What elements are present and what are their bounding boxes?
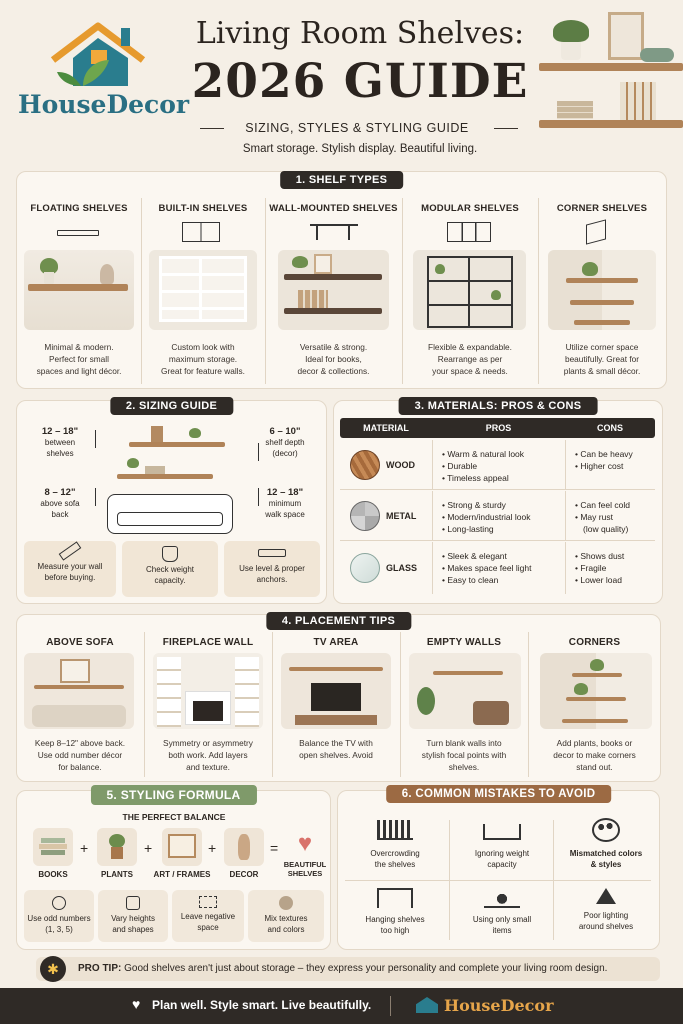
footer-divider: [390, 996, 391, 1016]
footer-brand: HouseDecor: [444, 996, 554, 1015]
corners-image: [540, 653, 652, 729]
wall-frame: [608, 12, 644, 60]
pro-tip-label: PRO TIP:: [78, 963, 122, 974]
subtitle-rule-right: [494, 128, 518, 129]
formula-plus: +: [208, 840, 217, 856]
shelf-type-title: WALL-MOUNTED SHELVES: [269, 203, 398, 214]
ruler-icon: [59, 541, 82, 560]
formula-decor: DECOR: [221, 828, 267, 879]
measure-between-shelves: 12 – 18" between shelves: [41, 426, 79, 458]
weight-icon: [162, 546, 178, 562]
mistakes-heading: 6. COMMON MISTAKES TO AVOID: [386, 785, 612, 803]
page-subtitle: SIZING, STYLES & STYLING GUIDE: [245, 121, 469, 135]
frame-icon: [162, 828, 202, 866]
compass-icon: [52, 896, 66, 910]
styling-subheading: THE PERFECT BALANCE: [122, 812, 226, 822]
shelf-type-desc: Flexible & expandable. Rearrange as per your space & needs.: [428, 342, 512, 376]
divider: [272, 632, 273, 777]
measure-walk-space: 12 – 18" minimum walk space: [265, 487, 305, 519]
wall-mounted-shelf-image: [278, 250, 389, 330]
sizing-tip-level: Use level & proper anchors.: [224, 541, 320, 597]
texture-icon: [279, 896, 293, 910]
styling-tip: Mix textures and colors: [248, 890, 324, 942]
lamp-icon: [596, 888, 616, 904]
mistakes-row-divider: [345, 880, 651, 881]
formula-books: BOOKS: [30, 828, 76, 879]
sizing-illustration: [105, 420, 245, 535]
measure-above-sofa: 8 – 12" above sofa back: [40, 487, 80, 519]
high-shelf-icon: [377, 888, 413, 908]
material-row-wood: WOOD • Warm & natural look • Durable • Timeless appeal • Can be heavy • Higher cost: [340, 440, 655, 490]
measure-arrow: [258, 488, 259, 506]
material-row-metal: METAL • Strong & sturdy • Modern/industrial look • Long-lasting • Can feel cold • May rust (low quality): [340, 491, 655, 541]
metal-swatch-icon: [350, 501, 380, 531]
pot-decor: [561, 42, 581, 60]
formula-art: ART / FRAMES: [152, 828, 212, 879]
placement-desc: Turn blank walls into stylish focal points with shelves.: [421, 738, 507, 772]
shelf-type-title: BUILT-IN SHELVES: [158, 203, 248, 214]
brand-logo: [18, 20, 190, 120]
above-sofa-image: [24, 653, 134, 729]
measure-arrow: [95, 430, 96, 448]
measure-arrow: [95, 488, 96, 506]
books-upright: [620, 82, 656, 120]
shelf-type-desc: Utilize corner space beautifully. Great for plants & small décor.: [563, 342, 641, 376]
divider: [538, 198, 539, 384]
wall-mounted-shelf-icon: [310, 224, 358, 238]
measure-arrow: [258, 443, 259, 461]
mistake-too-high: Hanging shelves too high: [345, 886, 445, 936]
footer-logo-icon: [416, 997, 438, 1013]
house-logo-icon: [43, 20, 153, 90]
sizing-tip-weight: Check weight capacity.: [122, 541, 218, 597]
formula-equals: =: [270, 840, 279, 856]
built-in-shelf-image: [149, 250, 257, 330]
mistake-small-items: Using only small items: [452, 886, 552, 936]
vases-icon: [126, 896, 140, 910]
heart-icon: ♥: [132, 996, 141, 1012]
footer-text: Plan well. Style smart. Live beautifully.: [152, 998, 372, 1012]
placement-title: CORNERS: [568, 637, 621, 648]
lightbulb-icon: ✱: [40, 956, 66, 982]
mistake-weight: Ignoring weight capacity: [452, 818, 552, 870]
divider: [400, 632, 401, 777]
tv-area-image: [281, 653, 391, 729]
formula-plus: +: [80, 840, 89, 856]
mistake-overcrowding: Overcrowding the shelves: [345, 818, 445, 870]
modular-shelf-image: [413, 250, 526, 330]
header-shelf-bottom: [539, 120, 683, 128]
bowl-decor: [640, 48, 674, 62]
heavy-shelf-icon: [483, 824, 521, 840]
formula-plus: +: [144, 840, 153, 856]
pro-tip-text: Good shelves aren't just about storage – they express your personality and complete your living room design.: [124, 963, 608, 974]
crowded-shelf-icon: [377, 820, 413, 840]
measure-shelf-depth: 6 – 10" shelf depth (decor): [265, 426, 305, 458]
placement-title: EMPTY WALLS: [426, 637, 502, 648]
placement-title: ABOVE SOFA: [46, 637, 114, 648]
modular-shelf-icon: [447, 222, 491, 242]
divider: [265, 198, 266, 384]
placement-desc: Add plants, books or decor to make corners stand out.: [553, 738, 636, 772]
divider: [528, 632, 529, 777]
books-icon: [33, 828, 73, 866]
mistake-colors: Mismatched colors & styles: [556, 818, 656, 870]
mistake-lighting: Poor lighting around shelves: [556, 886, 656, 932]
small-items-icon: [484, 888, 520, 908]
header-decor: [535, 0, 683, 160]
sizing-tip-measure: Measure your wall before buying.: [24, 541, 116, 597]
placement-title: FIREPLACE WALL: [162, 637, 254, 648]
glass-swatch-icon: [350, 553, 380, 583]
material-row-glass: GLASS • Sleek & elegant • Makes space feel light • Easy to clean • Shows dust • Fragile • Lower load: [340, 542, 655, 594]
page-tagline: Smart storage. Stylish display. Beautiful living.: [242, 143, 478, 155]
page-title-line2: 2026 GUIDE: [191, 54, 529, 109]
pro-tip-bar: [36, 957, 660, 981]
placement-title: TV AREA: [313, 637, 359, 648]
styling-tip: Vary heights and shapes: [98, 890, 168, 942]
shelf-type-title: FLOATING SHELVES: [30, 203, 128, 214]
styling-heading: 5. STYLING FORMULA: [90, 785, 256, 805]
formula-result: ♥ BEAUTIFUL SHELVES: [283, 830, 327, 878]
vase-icon: [224, 828, 264, 866]
plant-decor: [553, 20, 589, 42]
shelf-types-heading: 1. SHELF TYPES: [280, 171, 404, 189]
materials-table-header: MATERIAL PROS CONS: [340, 418, 655, 438]
placement-heading: 4. PLACEMENT TIPS: [266, 612, 411, 630]
shelf-type-title: MODULAR SHELVES: [421, 203, 519, 214]
shelf-type-desc: Minimal & modern. Perfect for small spaces and light décor.: [36, 342, 122, 376]
brand-name: HouseDecor: [18, 90, 190, 119]
fireplace-image: [153, 653, 263, 729]
wood-swatch-icon: [350, 450, 380, 480]
shelf-type-title: CORNER SHELVES: [556, 203, 648, 214]
placement-desc: Balance the TV with open shelves. Avoid: [299, 738, 373, 760]
heart-icon: ♥: [297, 830, 313, 857]
header-shelf-top: [539, 63, 683, 71]
corner-shelf-image: [548, 250, 656, 330]
placement-desc: Keep 8–12" above back. Use odd number décor for balance.: [34, 738, 126, 772]
footer: [0, 988, 683, 1024]
built-in-shelf-icon: [182, 222, 220, 242]
placement-desc: Symmetry or asymmetry both work. Add layers and texture.: [163, 738, 253, 772]
divider: [141, 198, 142, 384]
styling-tip: Use odd numbers (1, 3, 5): [24, 890, 94, 942]
plant-icon: [97, 828, 137, 866]
subtitle-rule-left: [200, 128, 224, 129]
book-stack: [557, 101, 593, 119]
palette-icon: [592, 818, 620, 842]
divider: [402, 198, 403, 384]
space-icon: [199, 896, 217, 908]
floating-shelf-image: [24, 250, 134, 330]
shelf-type-desc: Custom look with maximum storage. Great for feature walls.: [161, 342, 245, 376]
page-title-line1: Living Room Shelves:: [195, 16, 525, 51]
styling-tip: Leave negative space: [172, 890, 244, 942]
shelf-type-desc: Versatile & strong. Ideal for books, decor & collections.: [297, 342, 370, 376]
materials-heading: 3. MATERIALS: PROS & CONS: [399, 397, 598, 415]
formula-plants: PLANTS: [94, 828, 140, 879]
sizing-heading: 2. SIZING GUIDE: [110, 397, 233, 415]
level-icon: [258, 549, 286, 557]
empty-walls-image: [409, 653, 521, 729]
divider: [144, 632, 145, 777]
floating-shelf-icon: [57, 230, 99, 236]
